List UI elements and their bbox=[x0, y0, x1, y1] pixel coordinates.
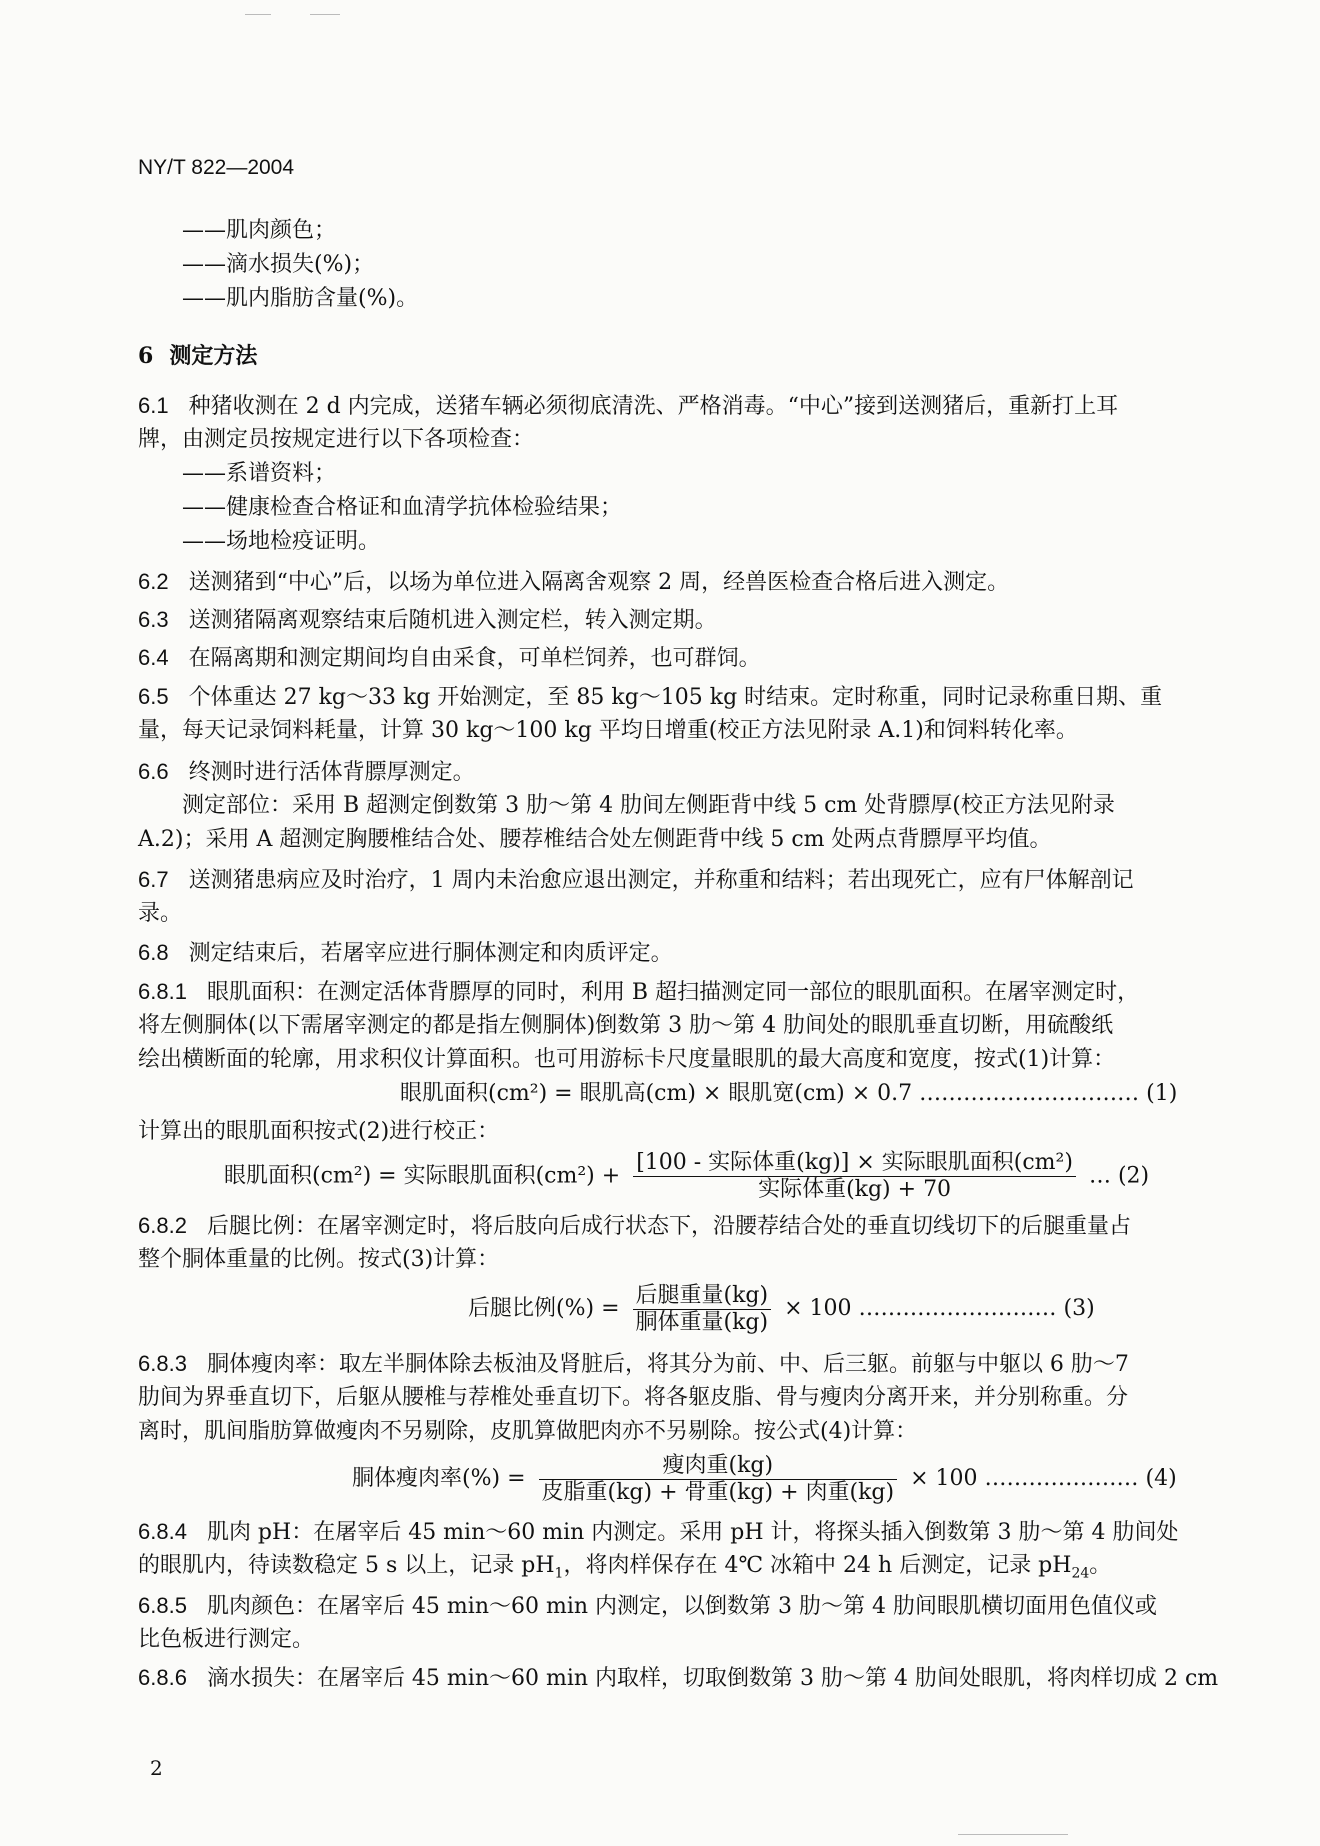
clause-text: 比色板进行测定。 bbox=[138, 1627, 315, 1652]
page-number: 2 bbox=[150, 1756, 163, 1780]
equation-4: 胴体瘦肉率(%) = $\frac{\text{瘦肉重(kg)}}{\text{皮脂重(kg) + 骨重(kg) + 肉重(kg)}}$ × 100 ………………… (4) bbox=[352, 1452, 1177, 1505]
clause-6-8-2: 6.8.2 后腿比例：在屠宰测定时，将后肢向后成行状态下，沿腰荐结合处的垂直切线切下的后腿重量占 bbox=[138, 1213, 1131, 1239]
scan-mark bbox=[310, 14, 340, 15]
document-code: NY/T 822—2004 bbox=[138, 156, 295, 179]
list-item: ——滴水损失(%)； bbox=[182, 252, 375, 277]
clause-text: 量，每天记录饲料耗量，计算 30 kg～100 kg 平均日增重(校正方法见附录 A.1)和饲料转化率。 bbox=[138, 718, 1078, 743]
clause-6-8-3: 6.8.3 胴体瘦肉率：取左半胴体除去板油及肾脏后，将其分为前、中、后三躯。前躯与中躯以 6 肋～7 bbox=[138, 1351, 1129, 1377]
clause-6-8-1: 6.8.1 眼肌面积：在测定活体背膘厚的同时，利用 B 超扫描测定同一部位的眼肌面积。在屠宰测定时， bbox=[138, 979, 1140, 1005]
equation-3: 后腿比例(%) = $\frac{\text{后腿重量(kg)}}{\text{胴体重量(kg)}}$ × 100 ……………………… (3) bbox=[468, 1282, 1095, 1335]
section-heading: 6 测定方法 bbox=[138, 343, 258, 369]
clause-text: 整个胴体重量的比例。按式(3)计算： bbox=[138, 1247, 500, 1272]
clause-6-6: 6.6 终测时进行活体背膘厚测定。 bbox=[138, 759, 475, 785]
equation-1: 眼肌面积(cm²) = 眼肌高(cm) × 眼肌宽(cm) × 0.7 ………………………… (1) bbox=[400, 1081, 1178, 1106]
list-item: ——肌肉颜色； bbox=[182, 218, 337, 243]
clause-text: 牌，由测定员按规定进行以下各项检查： bbox=[138, 427, 535, 452]
clause-6-8: 6.8 测定结束后，若屠宰应进行胴体测定和肉质评定。 bbox=[138, 940, 673, 966]
clause-text: A.2)；采用 A 超测定胸腰椎结合处、腰荐椎结合处左侧距背中线 5 cm 处两点背膘厚平均值。 bbox=[138, 827, 1052, 852]
clause-6-3: 6.3 送测猪隔离观察结束后随机进入测定栏，转入测定期。 bbox=[138, 607, 717, 633]
clause-6-8-6: 6.8.6 滴水损失：在屠宰后 45 min～60 min 内取样，切取倒数第 3 肋～第 4 肋间处眼肌，将肉样切成 2 cm bbox=[138, 1665, 1219, 1691]
clause-text: 的眼肌内，待读数稳定 5 s 以上，记录 $pH_1$，将肉样保存在 4℃ 冰箱中 24 h 后测定，记录 $pH_{24}$。 bbox=[138, 1553, 1112, 1582]
clause-6-5: 6.5 个体重达 27 kg～33 kg 开始测定，至 85 kg～105 kg 时结束。定时称重，同时记录称重日期、重 bbox=[138, 684, 1163, 710]
list-item: ——场地检疫证明。 bbox=[182, 529, 381, 554]
clause-text: 将左侧胴体(以下需屠宰测定的都是指左侧胴体)倒数第 3 肋～第 4 肋间处的眼肌垂直切断，用硫酸纸 bbox=[138, 1013, 1114, 1038]
scan-mark bbox=[958, 1834, 1068, 1835]
list-item: ——肌内脂肪含量(%)。 bbox=[182, 286, 419, 311]
equation-2: 眼肌面积(cm²) = 实际眼肌面积(cm²) + $\frac{\text{[100 - 实际体重(kg)] × 实际眼肌面积(cm²)}}{\text{实际体重(kg) + 70}}$ … (2) bbox=[224, 1150, 1150, 1202]
clause-text: 录。 bbox=[138, 901, 183, 926]
clause-6-2: 6.2 送测猪到“中心”后，以场为单位进入隔离舍观察 2 周，经兽医检查合格后进入测定。 bbox=[138, 569, 1010, 595]
clause-text: 计算出的眼肌面积按式(2)进行校正： bbox=[138, 1119, 500, 1144]
clause-text: 测定部位：采用 B 超测定倒数第 3 肋～第 4 肋间左侧距背中线 5 cm 处背膘厚(校正方法见附录 bbox=[182, 793, 1115, 818]
clause-6-4: 6.4 在隔离期和测定期间均自由采食，可单栏饲养，也可群饲。 bbox=[138, 645, 761, 671]
scan-mark bbox=[245, 14, 271, 15]
clause-6-7: 6.7 送测猪患病应及时治疗，1 周内未治愈应退出测定，并称重和结料；若出现死亡，应有尸体解剖记 bbox=[138, 867, 1134, 893]
clause-6-1: 6.1 种猪收测在 2 d 内完成，送猪车辆必须彻底清洗、严格消毒。“中心”接到送测猪后，重新打上耳 bbox=[138, 393, 1119, 419]
clause-text: 绘出横断面的轮廓，用求积仪计算面积。也可用游标卡尺度量眼肌的最大高度和宽度，按式(1)计算： bbox=[138, 1047, 1116, 1072]
clause-text: 肋间为界垂直切下，后躯从腰椎与荐椎处垂直切下。将各躯皮脂、骨与瘦肉分离开来，并分别称重。分 bbox=[138, 1385, 1129, 1410]
list-item: ——健康检查合格证和血清学抗体检验结果； bbox=[182, 495, 623, 520]
clause-text: 离时，肌间脂肪算做瘦肉不另剔除，皮肌算做肥肉亦不另剔除。按公式(4)计算： bbox=[138, 1419, 918, 1444]
clause-6-8-4: 6.8.4 肌肉 pH：在屠宰后 45 min～60 min 内测定。采用 pH 计，将探头插入倒数第 3 肋～第 4 肋间处 bbox=[138, 1519, 1179, 1545]
list-item: ——系谱资料； bbox=[182, 461, 337, 486]
clause-6-8-5: 6.8.5 肌肉颜色：在屠宰后 45 min～60 min 内测定，以倒数第 3 肋～第 4 肋间眼肌横切面用色值仪或 bbox=[138, 1593, 1158, 1619]
